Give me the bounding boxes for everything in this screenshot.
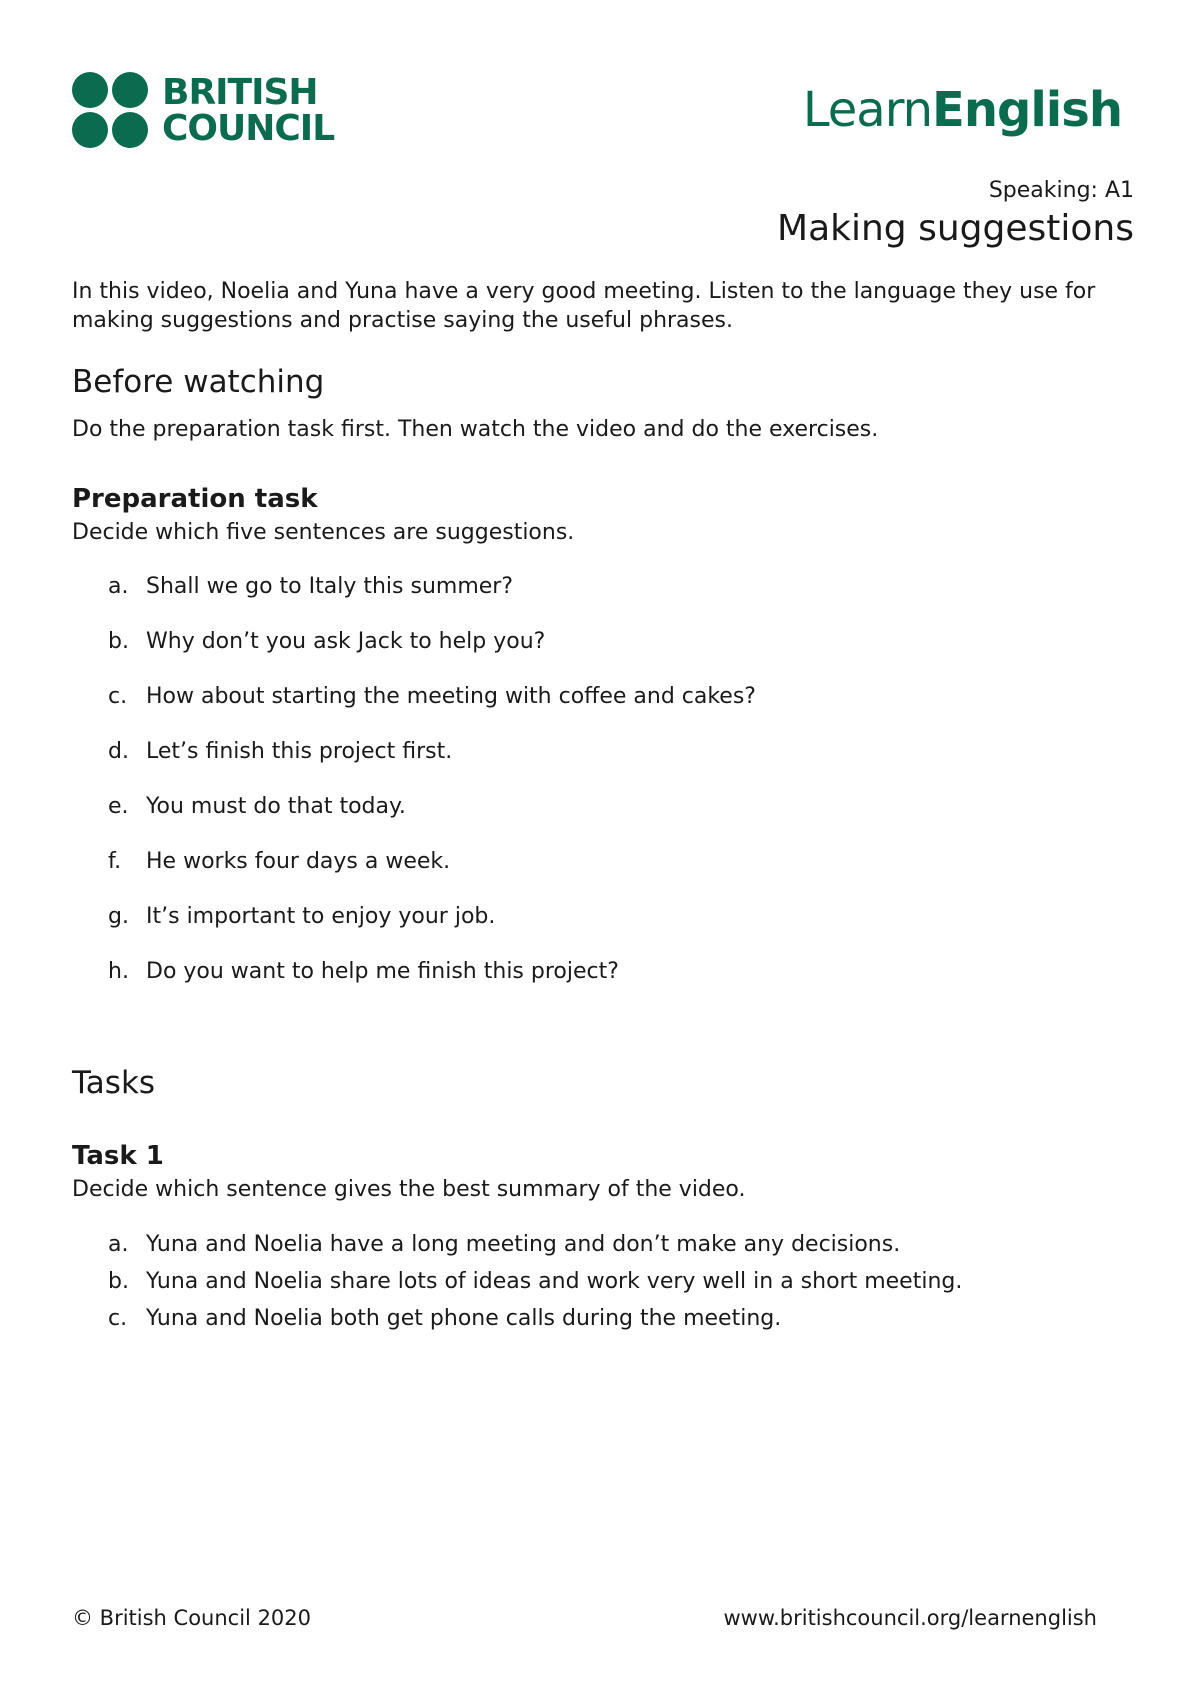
brand-line-2: COUNCIL [162,108,335,149]
british-council-dots-icon [72,72,150,150]
preparation-task-list [108,574,756,1014]
british-council-logo [72,72,334,150]
footer-url[interactable]: www.britishcouncil.org/learnenglish [723,1606,1097,1630]
before-watching-text: Do the preparation task first. Then watch the video and do the exercises. [72,417,879,442]
list-item-text: Yuna and Noelia have a long meeting and don’t make any decisions. [146,1232,901,1257]
intro-paragraph: In this video, Noelia and Yuna have a very good meeting. Listen to the language they use for making suggestions and practise saying the useful phrases. [72,279,1096,333]
list-item [108,794,756,849]
learn-prefix: Learn [802,82,933,138]
list-item-letter: b. [108,1269,129,1294]
list-item-text: Shall we go to Italy this summer? [146,574,514,599]
list-item-text: How about starting the meeting with coffee and cakes? [146,684,756,709]
list-item [108,904,756,959]
learn-suffix: English [932,82,1122,138]
list-item-letter: c. [108,1306,128,1331]
british-council-wordmark [162,72,335,149]
list-item [108,629,756,684]
list-item [108,959,756,1014]
list-item-letter: d. [108,739,129,764]
task-1-list [108,1232,962,1343]
list-item-text: Why don’t you ask Jack to help you? [146,629,546,654]
list-item-letter: e. [108,794,129,819]
list-item [108,684,756,739]
list-item-letter: f. [108,849,122,874]
before-watching-heading: Before watching [72,364,325,400]
page-title: Making suggestions [777,208,1134,249]
task-1-instruction: Decide which sentence gives the best summary of the video. [72,1177,746,1202]
footer-copyright: © British Council 2020 [72,1606,312,1630]
list-item [108,1232,962,1269]
list-item-letter: a. [108,574,129,599]
level-label: Speaking: A1 [988,178,1134,203]
list-item-text: It’s important to enjoy your job. [146,904,496,929]
list-item [108,1306,962,1343]
preparation-task-instruction: Decide which five sentences are suggestions. [72,520,575,545]
list-item [108,849,756,904]
brand-line-1: BRITISH [162,72,318,113]
list-item-letter: a. [108,1232,129,1257]
list-item-text: You must do that today. [146,794,406,819]
list-item-text: He works four days a week. [146,849,451,874]
learnenglish-logo [803,82,1122,138]
list-item-text: Let’s finish this project first. [146,739,453,764]
preparation-task-heading: Preparation task [72,484,318,514]
list-item-text: Do you want to help me finish this project? [146,959,619,984]
list-item-letter: g. [108,904,129,929]
list-item [108,1269,962,1306]
tasks-heading: Tasks [72,1065,156,1101]
list-item-text: Yuna and Noelia share lots of ideas and work very well in a short meeting. [146,1269,963,1294]
task-1-heading: Task 1 [72,1141,164,1171]
list-item [108,574,756,629]
list-item-letter: c. [108,684,128,709]
list-item-letter: h. [108,959,129,984]
list-item-text: Yuna and Noelia both get phone calls during the meeting. [146,1306,782,1331]
list-item [108,739,756,794]
list-item-letter: b. [108,629,129,654]
